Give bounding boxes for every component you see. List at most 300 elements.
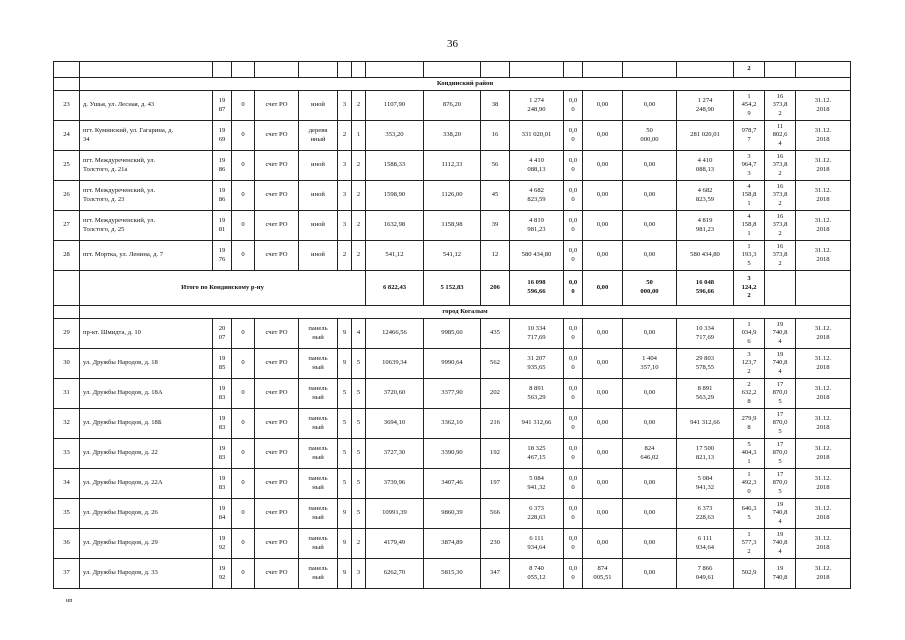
repair-cost: 8 891 563,29	[510, 379, 564, 409]
floors: 2	[338, 121, 352, 151]
max-cost-per-sqm: 11 802,6 4	[765, 121, 796, 151]
max-cost-per-sqm: 19 740,8 4	[765, 499, 796, 529]
residents: 12	[481, 241, 510, 271]
wall-material: иной	[299, 241, 338, 271]
total-area: 4179,49	[366, 529, 424, 559]
row-number: 34	[54, 469, 80, 499]
deadline: 31.12. 2018	[796, 529, 851, 559]
cost-per-sqm: 1 577,3 2	[734, 529, 765, 559]
col-14: 4 410 088,13	[677, 151, 734, 181]
residential-area: 3362,10	[424, 409, 481, 439]
col-13: 0,00	[623, 469, 677, 499]
total-area: 1598,90	[366, 181, 424, 211]
wall-material: панель ный	[299, 499, 338, 529]
empty-cell	[481, 62, 510, 78]
footer-mark: нп	[66, 598, 73, 604]
total-cost: 16 098 596,66	[510, 271, 564, 306]
total-label: Итого по Кондинскому р-ну	[80, 271, 366, 306]
col-13: 50 000,00	[623, 121, 677, 151]
col-14: 4 682 823,59	[677, 181, 734, 211]
entrances: 2	[352, 241, 366, 271]
col-14: 17 500 821,13	[677, 439, 734, 469]
table-row	[54, 121, 851, 151]
deadline: 31.12. 2018	[796, 409, 851, 439]
col-3: 0	[232, 499, 255, 529]
deadline: 31.12. 2018	[796, 559, 851, 589]
table-row	[54, 469, 851, 499]
col-11: 0,0 0	[564, 439, 583, 469]
col-14: 4 819 981,23	[677, 211, 734, 241]
wall-material: иной	[299, 211, 338, 241]
repair-cost: 331 020,01	[510, 121, 564, 151]
floors: 9	[338, 499, 352, 529]
residents: 230	[481, 529, 510, 559]
empty-cell	[338, 62, 352, 78]
residents: 562	[481, 349, 510, 379]
residents: 216	[481, 409, 510, 439]
address: пгт. Мортка, ул. Ленина, д. 7	[80, 241, 213, 271]
residents: 566	[481, 499, 510, 529]
empty-cell	[232, 62, 255, 78]
empty-cell	[54, 306, 80, 319]
row-number: 24	[54, 121, 80, 151]
max-cost-per-sqm: 19 740,8 4	[765, 529, 796, 559]
col-14: 7 866 049,61	[677, 559, 734, 589]
total-area: 1588,33	[366, 151, 424, 181]
total-area: 3720,60	[366, 379, 424, 409]
max-cost-per-sqm: 16 373,8 2	[765, 91, 796, 121]
entrances: 5	[352, 349, 366, 379]
table-row	[54, 529, 851, 559]
col-14: 29 803 578,55	[677, 349, 734, 379]
total-area: 6262,70	[366, 559, 424, 589]
residents: 347	[481, 559, 510, 589]
entrances: 2	[352, 529, 366, 559]
row-number: 35	[54, 499, 80, 529]
empty-cell	[583, 62, 623, 78]
floors: 3	[338, 211, 352, 241]
total-area: 1107,90	[366, 91, 424, 121]
max-cost-per-sqm: 17 870,0 5	[765, 409, 796, 439]
empty-cell	[54, 78, 80, 91]
row-number: 28	[54, 241, 80, 271]
deadline: 31.12. 2018	[796, 91, 851, 121]
residential-area: 3874,89	[424, 529, 481, 559]
col-12: 0,00	[583, 349, 623, 379]
floors: 5	[338, 439, 352, 469]
total-c12: 0,00	[583, 271, 623, 306]
year-built: 19 83	[213, 469, 232, 499]
fund-source: счет РО	[255, 121, 299, 151]
wall-material: деревя нный	[299, 121, 338, 151]
entrances: 2	[352, 211, 366, 241]
residents: 435	[481, 319, 510, 349]
fund-source: счет РО	[255, 409, 299, 439]
row-number: 30	[54, 349, 80, 379]
year-built: 19 86	[213, 181, 232, 211]
cost-per-sqm: 1 193,3 5	[734, 241, 765, 271]
row-number: 36	[54, 529, 80, 559]
table-body	[54, 62, 851, 589]
table-row	[54, 91, 851, 121]
deadline: 31.12. 2018	[796, 181, 851, 211]
col-12: 0,00	[583, 319, 623, 349]
max-cost-per-sqm: 19 740,8 4	[765, 319, 796, 349]
section-title: город Когалым	[80, 306, 851, 319]
total-c13: 50 000,00	[623, 271, 677, 306]
total-row	[54, 271, 851, 306]
repair-cost: 6 111 934,64	[510, 529, 564, 559]
col-3: 0	[232, 319, 255, 349]
year-built: 19 76	[213, 241, 232, 271]
col-13: 0,00	[623, 559, 677, 589]
entrances: 1	[352, 121, 366, 151]
col-13: 0,00	[623, 181, 677, 211]
col-12: 0,00	[583, 529, 623, 559]
address: ул. Дружбы Народов, д. 22	[80, 439, 213, 469]
residential-area: 9990,64	[424, 349, 481, 379]
wall-material: панель ный	[299, 349, 338, 379]
entrances: 2	[352, 91, 366, 121]
deadline: 31.12. 2018	[796, 469, 851, 499]
residents: 197	[481, 469, 510, 499]
empty-cell	[352, 62, 366, 78]
floors: 9	[338, 529, 352, 559]
empty-cell	[213, 62, 232, 78]
residential-area: 1126,00	[424, 181, 481, 211]
table-row	[54, 349, 851, 379]
cost-per-sqm: 279,9 8	[734, 409, 765, 439]
table-row	[54, 499, 851, 529]
max-cost-per-sqm: 16 373,8 2	[765, 181, 796, 211]
fund-source: счет РО	[255, 181, 299, 211]
col-3: 0	[232, 379, 255, 409]
total-area: 1632,98	[366, 211, 424, 241]
cost-per-sqm: 4 158,8 1	[734, 211, 765, 241]
row-number: 29	[54, 319, 80, 349]
address: ул. Дружбы Народов, д. 29	[80, 529, 213, 559]
row-number: 33	[54, 439, 80, 469]
cost-per-sqm: 1 492,3 0	[734, 469, 765, 499]
year-built: 19 83	[213, 409, 232, 439]
col-12: 0,00	[583, 121, 623, 151]
wall-material: панель ный	[299, 409, 338, 439]
col-14: 6 111 934,64	[677, 529, 734, 559]
entrances: 3	[352, 559, 366, 589]
col-12: 0,00	[583, 469, 623, 499]
table-row	[54, 211, 851, 241]
col-12: 0,00	[583, 91, 623, 121]
col-13: 1 404 357,10	[623, 349, 677, 379]
residential-area: 3407,46	[424, 469, 481, 499]
floors: 9	[338, 349, 352, 379]
residents: 39	[481, 211, 510, 241]
fund-source: счет РО	[255, 499, 299, 529]
fund-source: счет РО	[255, 211, 299, 241]
residential-area: 1158,98	[424, 211, 481, 241]
max-cost-per-sqm: 16 373,8 2	[765, 241, 796, 271]
table-row	[54, 379, 851, 409]
col-11: 0,0 0	[564, 409, 583, 439]
entrances: 4	[352, 319, 366, 349]
residential-area: 9985,60	[424, 319, 481, 349]
total-area: 3727,30	[366, 439, 424, 469]
col-11: 0,0 0	[564, 469, 583, 499]
col-3: 0	[232, 121, 255, 151]
address: пр-кт. Шмидта, д. 10	[80, 319, 213, 349]
fund-source: счет РО	[255, 469, 299, 499]
col-3: 0	[232, 439, 255, 469]
cost-per-sqm: 3 123,7 2	[734, 349, 765, 379]
fund-source: счет РО	[255, 349, 299, 379]
row-number: 27	[54, 211, 80, 241]
table-row	[54, 62, 851, 78]
residents: 56	[481, 151, 510, 181]
deadline: 31.12. 2018	[796, 349, 851, 379]
repair-cost: 4 410 088,13	[510, 151, 564, 181]
col-14: 10 334 717,69	[677, 319, 734, 349]
floors: 2	[338, 241, 352, 271]
year-built: 19 69	[213, 121, 232, 151]
residential-area: 541,12	[424, 241, 481, 271]
row-number: 26	[54, 181, 80, 211]
cost-per-sqm: 3 964,7 3	[734, 151, 765, 181]
row-number: 25	[54, 151, 80, 181]
residential-area: 3377,90	[424, 379, 481, 409]
fund-source: счет РО	[255, 151, 299, 181]
floors: 9	[338, 319, 352, 349]
repair-cost: 941 312,66	[510, 409, 564, 439]
entrances: 5	[352, 499, 366, 529]
col-14: 5 084 941,32	[677, 469, 734, 499]
repair-cost: 10 334 717,69	[510, 319, 564, 349]
col-11: 0,0 0	[564, 181, 583, 211]
section-title: Кондинский район	[80, 78, 851, 91]
repair-cost: 8 740 055,12	[510, 559, 564, 589]
year-built: 19 85	[213, 349, 232, 379]
floors: 9	[338, 559, 352, 589]
residents: 202	[481, 379, 510, 409]
repair-cost: 5 084 941,32	[510, 469, 564, 499]
cost-per-sqm: 646,3 5	[734, 499, 765, 529]
col-12: 0,00	[583, 211, 623, 241]
year-built: 20 07	[213, 319, 232, 349]
col-3: 0	[232, 151, 255, 181]
repair-cost: 4 819 981,23	[510, 211, 564, 241]
total-people: 206	[481, 271, 510, 306]
address: д. Ушья, ул. Лесная, д. 43	[80, 91, 213, 121]
col-3: 0	[232, 211, 255, 241]
total-area: 541,12	[366, 241, 424, 271]
col-13: 0,00	[623, 409, 677, 439]
total-area: 3694,10	[366, 409, 424, 439]
floors: 3	[338, 181, 352, 211]
residential-area: 9860,39	[424, 499, 481, 529]
empty-cell	[796, 271, 851, 306]
fund-source: счет РО	[255, 91, 299, 121]
residential-area: 5815,30	[424, 559, 481, 589]
total-area: 12466,56	[366, 319, 424, 349]
residents: 38	[481, 91, 510, 121]
col-12: 0,00	[583, 439, 623, 469]
max-cost-per-sqm: 19 740,8	[765, 559, 796, 589]
address: ул. Дружбы Народов, д. 18А	[80, 379, 213, 409]
col-13: 0,00	[623, 499, 677, 529]
cost-per-sqm: 502,9	[734, 559, 765, 589]
entrances: 2	[352, 181, 366, 211]
year-built: 19 83	[213, 439, 232, 469]
col-11: 0,0 0	[564, 121, 583, 151]
empty-cell	[80, 62, 213, 78]
col-3: 0	[232, 181, 255, 211]
wall-material: иной	[299, 91, 338, 121]
empty-cell	[677, 62, 734, 78]
table-row	[54, 151, 851, 181]
residents: 16	[481, 121, 510, 151]
residential-area: 876,20	[424, 91, 481, 121]
col-3: 0	[232, 91, 255, 121]
year-built: 19 81	[213, 211, 232, 241]
wall-material: иной	[299, 181, 338, 211]
col-11: 0,0 0	[564, 241, 583, 271]
section-header-row	[54, 306, 851, 319]
repair-cost: 580 434,80	[510, 241, 564, 271]
col-13: 0,00	[623, 91, 677, 121]
deadline: 31.12. 2018	[796, 499, 851, 529]
fund-source: счет РО	[255, 241, 299, 271]
empty-cell	[424, 62, 481, 78]
col-3: 0	[232, 349, 255, 379]
col-12: 874 005,51	[583, 559, 623, 589]
max-cost-per-sqm: 19 740,8 4	[765, 349, 796, 379]
floors: 3	[338, 91, 352, 121]
col-14: 941 312,66	[677, 409, 734, 439]
year-built: 19 92	[213, 559, 232, 589]
entrances: 5	[352, 469, 366, 499]
total-c11: 0,0 0	[564, 271, 583, 306]
col-11: 0,0 0	[564, 529, 583, 559]
col-11: 0,0 0	[564, 91, 583, 121]
total-area: 353,20	[366, 121, 424, 151]
year-built: 19 84	[213, 499, 232, 529]
year-built: 19 87	[213, 91, 232, 121]
residential-area: 1112,33	[424, 151, 481, 181]
repair-cost: 1 274 248,90	[510, 91, 564, 121]
fund-source: счет РО	[255, 529, 299, 559]
col-12: 0,00	[583, 379, 623, 409]
col-14: 6 373 228,63	[677, 499, 734, 529]
deadline: 31.12. 2018	[796, 121, 851, 151]
address: пгт. Междуреченский, ул. Толстого, д. 23	[80, 181, 213, 211]
max-cost-per-sqm: 17 870,0 5	[765, 379, 796, 409]
col-14: 281 020,01	[677, 121, 734, 151]
residents: 45	[481, 181, 510, 211]
top-row-note: 2	[734, 62, 765, 78]
address: пгт. Куминский, ул. Гагарина, д. 34	[80, 121, 213, 151]
repair-cost: 18 325 467,15	[510, 439, 564, 469]
col-13: 0,00	[623, 241, 677, 271]
max-cost-per-sqm: 16 373,8 2	[765, 211, 796, 241]
year-built: 19 92	[213, 529, 232, 559]
col-11: 0,0 0	[564, 379, 583, 409]
row-number: 37	[54, 559, 80, 589]
col-3: 0	[232, 529, 255, 559]
wall-material: панель ный	[299, 469, 338, 499]
max-cost-per-sqm: 16 373,8 2	[765, 151, 796, 181]
empty-cell	[765, 62, 796, 78]
col-11: 0,0 0	[564, 151, 583, 181]
total-c15: 3 124,2 2	[734, 271, 765, 306]
empty-cell	[299, 62, 338, 78]
table-row	[54, 409, 851, 439]
deadline: 31.12. 2018	[796, 241, 851, 271]
housing-register-table	[53, 61, 851, 589]
fund-source: счет РО	[255, 439, 299, 469]
empty-cell	[796, 62, 851, 78]
col-13: 0,00	[623, 379, 677, 409]
wall-material: панель ный	[299, 529, 338, 559]
repair-cost: 31 207 935,65	[510, 349, 564, 379]
floors: 5	[338, 469, 352, 499]
col-13: 824 646,02	[623, 439, 677, 469]
empty-cell	[54, 271, 80, 306]
table-row	[54, 181, 851, 211]
wall-material: иной	[299, 151, 338, 181]
deadline: 31.12. 2018	[796, 151, 851, 181]
table-row	[54, 241, 851, 271]
cost-per-sqm: 4 158,8 1	[734, 181, 765, 211]
total-c14: 16 048 596,66	[677, 271, 734, 306]
residential-area: 3390,90	[424, 439, 481, 469]
empty-cell	[765, 271, 796, 306]
deadline: 31.12. 2018	[796, 439, 851, 469]
col-12: 0,00	[583, 499, 623, 529]
empty-cell	[510, 62, 564, 78]
section-header-row	[54, 78, 851, 91]
col-14: 8 891 563,29	[677, 379, 734, 409]
col-13: 0,00	[623, 211, 677, 241]
col-12: 0,00	[583, 181, 623, 211]
deadline: 31.12. 2018	[796, 211, 851, 241]
fund-source: счет РО	[255, 319, 299, 349]
col-3: 0	[232, 559, 255, 589]
address: ул. Дружбы Народов, д. 22А	[80, 469, 213, 499]
empty-cell	[255, 62, 299, 78]
entrances: 5	[352, 409, 366, 439]
col-13: 0,00	[623, 319, 677, 349]
address: ул. Дружбы Народов, д. 18Б	[80, 409, 213, 439]
repair-cost: 6 373 228,63	[510, 499, 564, 529]
col-3: 0	[232, 409, 255, 439]
wall-material: панель ный	[299, 379, 338, 409]
fund-source: счет РО	[255, 559, 299, 589]
col-11: 0,0 0	[564, 349, 583, 379]
total-area: 6 822,43	[366, 271, 424, 306]
total-area: 10639,34	[366, 349, 424, 379]
entrances: 5	[352, 379, 366, 409]
col-3: 0	[232, 469, 255, 499]
page-number: 36	[447, 38, 458, 50]
entrances: 5	[352, 439, 366, 469]
total-area_res: 5 152,83	[424, 271, 481, 306]
wall-material: панель ный	[299, 439, 338, 469]
address: ул. Дружбы Народов, д. 26	[80, 499, 213, 529]
table-row	[54, 319, 851, 349]
row-number: 32	[54, 409, 80, 439]
cost-per-sqm: 1 454,2 9	[734, 91, 765, 121]
floors: 3	[338, 151, 352, 181]
cost-per-sqm: 2 632,2 8	[734, 379, 765, 409]
